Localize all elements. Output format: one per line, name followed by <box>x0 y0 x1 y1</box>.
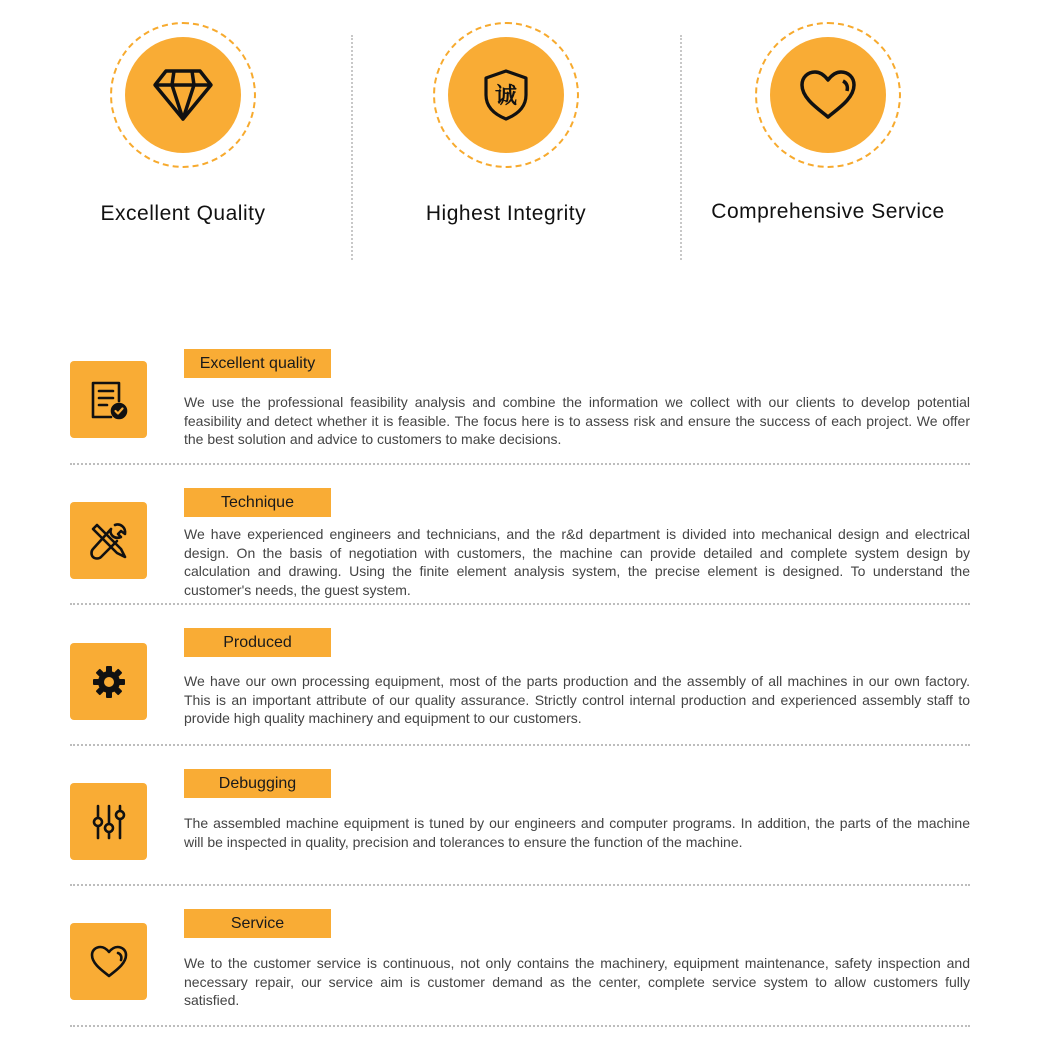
feature-ring <box>755 22 901 168</box>
row-icon-box <box>70 643 147 720</box>
vertical-divider <box>351 35 353 260</box>
row-label: Debugging <box>184 769 331 798</box>
heart-icon <box>799 69 857 121</box>
row-label: Excellent quality <box>184 349 331 378</box>
row-divider <box>70 884 970 886</box>
feature-highest-integrity <box>356 22 656 226</box>
row-description: We have experienced engineers and technicians, and the r&d department is divided into mechanical design and electrical design. On the basis of negotiation with customers, the machine can provide detailed and complete system design by calculation and drawing. Using the finite element analysis system, the precise element is designed. To understand the customer's needs, the guest system. <box>184 526 970 598</box>
feature-comprehensive-service <box>678 22 978 224</box>
row-description: We have our own processing equipment, most of the parts production and the assembly of all machines in our own factory. This is an important attribute of our quality assurance. Strictly control internal production and experienced assembly staff to provide high quality machinery and equipment to our customers. <box>184 673 970 726</box>
row-label: Produced <box>184 628 331 657</box>
row-description: The assembled machine equipment is tuned by our engineers and computer programs. In addition, the parts of the machine will be inspected in quality, precision and tolerances to ensure the function of the machine. <box>184 815 970 850</box>
checklist-document-icon <box>89 379 129 421</box>
feature-title: Excellent Quality <box>100 202 266 225</box>
row-description: We to the customer service is continuous, not only contains the machinery, equipment maintenance, safety inspection and necessary repair, our service aim is customer demand as the center, complete service system to allow customers fully satisfied. <box>184 955 970 1008</box>
feature-disc <box>448 37 564 153</box>
features-strip <box>0 0 1050 280</box>
sliders-icon <box>91 803 127 841</box>
row-icon-box <box>70 783 147 860</box>
gear-icon <box>92 665 126 699</box>
feature-disc <box>125 37 241 153</box>
row-label: Technique <box>184 488 331 517</box>
heart-icon <box>90 945 128 979</box>
feature-title: Highest Integrity <box>425 202 587 225</box>
feature-ring <box>110 22 256 168</box>
row-icon-box <box>70 923 147 1000</box>
feature-excellent-quality <box>33 22 333 226</box>
row-icon-box <box>70 361 147 438</box>
row-label: Service <box>184 909 331 938</box>
integrity-glyph: 诚 <box>494 84 518 109</box>
row-icon-box <box>70 502 147 579</box>
diamond-icon <box>152 68 214 122</box>
feature-disc <box>770 37 886 153</box>
feature-ring <box>433 22 579 168</box>
row-divider <box>70 603 970 605</box>
integrity-shield-icon <box>483 69 529 121</box>
row-divider <box>70 744 970 746</box>
row-description: We use the professional feasibility analysis and combine the information we collect with our clients to develop potential feasibility and detect whether it is feasible. The focus here is to assess risk and ensure the success of each project. We offer the best solution and advice to customers to make decisions. <box>184 394 970 447</box>
tools-icon <box>87 519 131 563</box>
row-divider <box>70 1025 970 1027</box>
row-divider <box>70 463 970 465</box>
feature-title: Comprehensive Service <box>711 200 945 223</box>
